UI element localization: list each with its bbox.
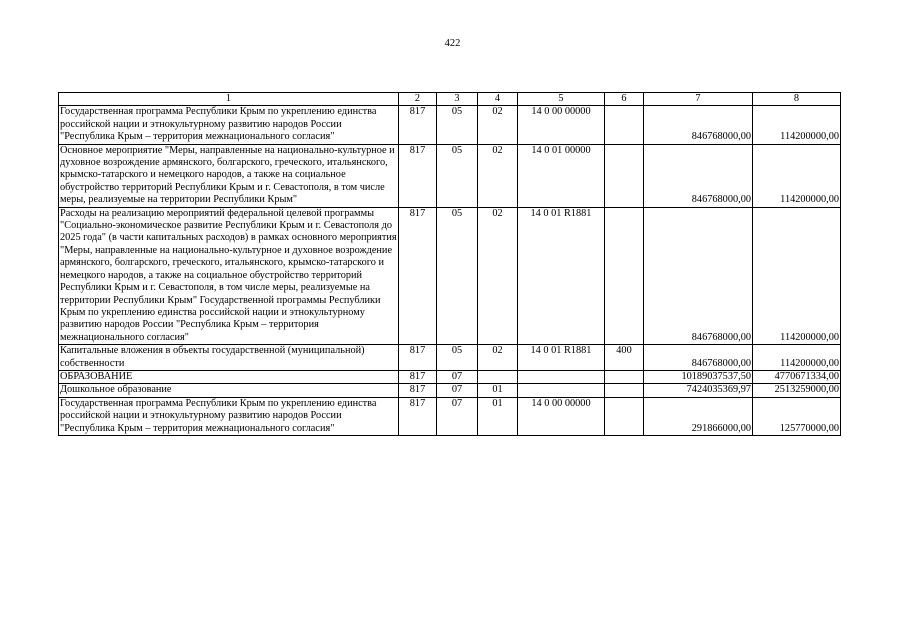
grbs-code: 817 <box>399 144 437 207</box>
table-row <box>59 144 841 207</box>
budget-table <box>58 92 841 436</box>
table-row <box>59 207 841 344</box>
expense-type-code <box>605 397 644 435</box>
table-row <box>59 397 841 435</box>
expense-type-code <box>605 106 644 144</box>
subsection-code: 02 <box>478 345 518 371</box>
amount-year-1: 846768000,00 <box>644 144 753 207</box>
column-header: 6 <box>605 93 644 106</box>
item-name: Государственная программа Республики Крым по укреплению единства российской нации и этнокультурному развитию народов России "Республика Крым – территория межнационального согласия" <box>59 397 399 435</box>
target-article-code: 14 0 00 00000 <box>518 397 605 435</box>
expense-type-code: 400 <box>605 345 644 371</box>
item-name: Основное мероприятие "Меры, направленные на национально-культурное и духовное возрождение армянского, болгарского, греческого, итальянского, крымско-татарского и немецкого народов, а также на социальное обустройство территорий Республики Крым и г. Севастополя, в том числе меры, реализуемые на территории Республики Крым" <box>59 144 399 207</box>
amount-year-2: 114200000,00 <box>753 144 841 207</box>
section-code: 07 <box>437 384 478 397</box>
item-name: Расходы на реализацию мероприятий федеральной целевой программы "Социально-экономическое развитие Республики Крым и г. Севастополя до 2025 года" (в части капитальных расходов) в рамках основного мероприятия "Меры, направленные на национально-культурное и духовное возрождение армянского, болгарского, греческого, итальянского, крымско-татарского и немецкого народов, а также на социальное обустройство территорий Республики Крым и г. Севастополя, в том числе меры, реализуемые на территории Республики Крым" Государственной программы Республики Крым по укреплению единства российской нации и этнокультурному развитию народов России "Республика Крым – территория межнационального согласия" <box>60 207 397 343</box>
subsection-code: 02 <box>478 144 518 207</box>
table-row <box>59 106 841 144</box>
item-name: ОБРАЗОВАНИЕ <box>59 370 399 383</box>
page-number: 422 <box>444 38 461 49</box>
column-header: 3 <box>437 93 478 106</box>
item-name: Дошкольное образование <box>59 384 399 397</box>
amount-year-2: 114200000,00 <box>753 345 841 371</box>
grbs-code: 817 <box>399 106 437 144</box>
subsection-code: 01 <box>478 397 518 435</box>
column-header: 4 <box>478 93 518 106</box>
grbs-code: 817 <box>399 397 437 435</box>
amount-year-2: 114200000,00 <box>753 207 841 344</box>
grbs-code: 817 <box>399 384 437 397</box>
subsection-code: 01 <box>478 384 518 397</box>
column-header: 5 <box>518 93 605 106</box>
subsection-code <box>478 370 518 383</box>
amount-year-1: 7424035369,97 <box>644 384 753 397</box>
table-header-row <box>59 93 841 106</box>
target-article-code: 14 0 01 00000 <box>518 144 605 207</box>
section-code: 07 <box>437 370 478 383</box>
amount-year-1: 10189037537,50 <box>644 370 753 383</box>
grbs-code: 817 <box>399 345 437 371</box>
section-code: 05 <box>437 106 478 144</box>
section-code: 05 <box>437 207 478 344</box>
target-article-code: 14 0 01 R1881 <box>518 207 605 344</box>
expense-type-code <box>605 144 644 207</box>
amount-year-1: 291866000,00 <box>644 397 753 435</box>
target-article-code: 14 0 01 R1881 <box>518 345 605 371</box>
amount-year-1: 846768000,00 <box>644 106 753 144</box>
column-header: 7 <box>644 93 753 106</box>
section-code: 05 <box>437 144 478 207</box>
table-row <box>59 345 841 371</box>
expense-type-code <box>605 207 644 344</box>
item-name: Капитальные вложения в объекты государственной (муниципальной) собственности <box>59 345 399 371</box>
amount-year-2: 4770671334,00 <box>753 370 841 383</box>
column-header: 1 <box>59 93 399 106</box>
column-header: 2 <box>399 93 437 106</box>
target-article-code <box>518 384 605 397</box>
target-article-code: 14 0 00 00000 <box>518 106 605 144</box>
item-name: Государственная программа Республики Крым по укреплению единства российской нации и этнокультурному развитию народов России "Республика Крым – территория межнационального согласия" <box>59 106 399 144</box>
amount-year-2: 2513259000,00 <box>753 384 841 397</box>
expense-type-code <box>605 384 644 397</box>
amount-year-2: 114200000,00 <box>753 106 841 144</box>
amount-year-1: 846768000,00 <box>644 207 753 344</box>
amount-year-2: 125770000,00 <box>753 397 841 435</box>
table-row <box>59 370 841 383</box>
grbs-code: 817 <box>399 207 437 344</box>
subsection-code: 02 <box>478 106 518 144</box>
grbs-code: 817 <box>399 370 437 383</box>
section-code: 07 <box>437 397 478 435</box>
target-article-code <box>518 370 605 383</box>
table-row <box>59 384 841 397</box>
subsection-code: 02 <box>478 207 518 344</box>
section-code: 05 <box>437 345 478 371</box>
column-header: 8 <box>753 93 841 106</box>
expense-type-code <box>605 370 644 383</box>
amount-year-1: 846768000,00 <box>644 345 753 371</box>
